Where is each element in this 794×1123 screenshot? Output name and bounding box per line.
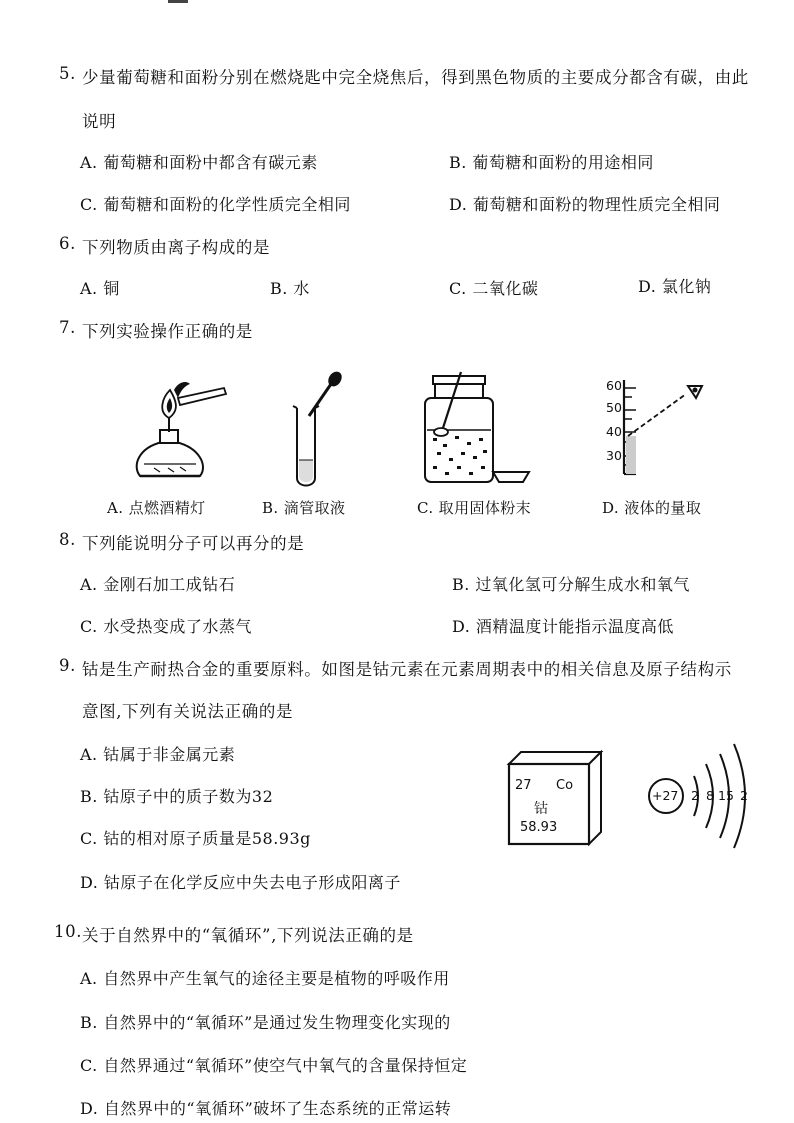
q8-option-b: B. 过氧化氢可分解生成水和氧气: [452, 575, 690, 594]
cylinder-label-50: 50: [606, 400, 622, 415]
q10-option-b: B. 自然界中的“氧循环”是通过发生物理变化实现的: [80, 1013, 451, 1032]
q6-stem: 下列物质由离子构成的是: [82, 238, 271, 257]
q7-caption-c: C. 取用固体粉末: [417, 499, 532, 517]
q10-number: 10.: [54, 922, 83, 941]
top-mark: [168, 0, 188, 3]
q5-stem-line2: 说明: [82, 112, 117, 131]
q8-option-c: C. 水受热变成了水蒸气: [80, 617, 252, 636]
q5-option-d: D. 葡萄糖和面粉的物理性质完全相同: [449, 195, 721, 214]
q9-option-c: C. 钴的相对原子质量是58.93g: [80, 829, 311, 848]
q9-stem-line1: 钴是生产耐热合金的重要原料。如图是钴元素在元素周期表中的相关信息及原子结构示: [82, 660, 732, 679]
cylinder-label-40: 40: [606, 424, 622, 439]
cylinder-label-30: 30: [606, 448, 622, 463]
q7-stem: 下列实验操作正确的是: [82, 322, 253, 341]
element-mass: 58.93: [520, 820, 558, 835]
atom-nucleus-charge: +27: [652, 788, 679, 803]
q10-stem: 关于自然界中的“氧循环”,下列说法正确的是: [82, 926, 414, 945]
q9-number: 9.: [59, 656, 76, 675]
q9-option-d: D. 钴原子在化学反应中失去电子形成阳离子: [80, 873, 401, 892]
q5-option-c: C. 葡萄糖和面粉的化学性质完全相同: [80, 195, 351, 214]
q5-stem-line1: 少量葡萄糖和面粉分别在燃烧匙中完全烧焦后，得到黑色物质的主要成分都含有碳，由此: [82, 68, 749, 87]
q6-number: 6.: [59, 234, 76, 253]
atom-shell-1: 2: [691, 788, 699, 803]
q8-stem: 下列能说明分子可以再分的是: [82, 534, 305, 553]
q6-option-b: B. 水: [270, 279, 310, 298]
q6-option-d: D. 氯化钠: [638, 277, 712, 296]
q7-caption-b: B. 滴管取液: [262, 499, 346, 517]
q7-caption-a: A. 点燃酒精灯: [107, 499, 206, 517]
q10-option-c: C. 自然界通过“氧循环”使空气中氧气的含量保持恒定: [80, 1056, 468, 1075]
atom-shell-2: 8: [706, 788, 714, 803]
q8-option-d: D. 酒精温度计能指示温度高低: [452, 617, 674, 636]
q10-option-d: D. 自然界中的“氧循环”破坏了生态系统的正常运转: [80, 1099, 452, 1118]
q8-number: 8.: [59, 530, 76, 549]
q9-option-b: B. 钴原子中的质子数为32: [80, 787, 274, 806]
dropper-figure: [285, 370, 355, 490]
q9-option-a: A. 钴属于非金属元素: [80, 745, 236, 764]
q7-caption-d: D. 液体的量取: [602, 499, 702, 517]
q5-option-a: A. 葡萄糖和面粉中都含有碳元素: [80, 153, 318, 172]
q5-option-b: B. 葡萄糖和面粉的用途相同: [449, 153, 654, 172]
cylinder-label-60: 60: [606, 378, 622, 393]
atom-shell-3: 15: [718, 788, 734, 803]
q10-option-a: A. 自然界中产生氧气的途径主要是植物的呼吸作用: [80, 969, 450, 988]
q6-option-c: C. 二氧化碳: [449, 279, 539, 298]
q6-option-a: A. 铜: [80, 279, 120, 298]
q5-number: 5.: [59, 64, 76, 83]
q8-option-a: A. 金刚石加工成钻石: [80, 575, 236, 594]
q7-number: 7.: [59, 318, 76, 337]
element-symbol: Co: [556, 778, 574, 793]
alcohol-lamp-figure: [120, 368, 240, 490]
powder-jar-figure: [413, 368, 533, 490]
q9-stem-line2: 意图,下列有关说法正确的是: [82, 702, 294, 721]
element-atomic-number: 27: [515, 778, 532, 793]
element-name: 钴: [534, 801, 548, 817]
atom-shell-4: 2: [740, 788, 748, 803]
